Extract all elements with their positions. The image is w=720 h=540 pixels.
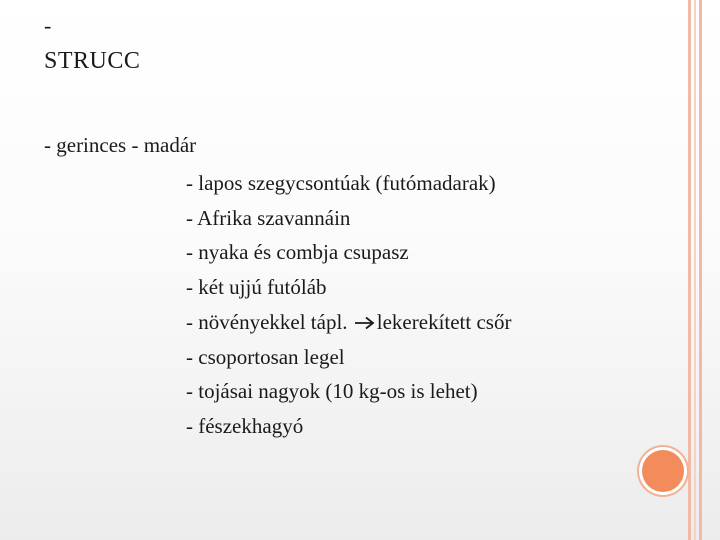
fact-item: - tojásai nagyok (10 kg-os is lehet) bbox=[186, 379, 478, 404]
slide-title: STRUCC bbox=[44, 48, 141, 74]
fact-item: - csoportosan legel bbox=[186, 344, 345, 369]
right-arrow-icon bbox=[354, 316, 376, 330]
fact-item: - fészekhagyó bbox=[186, 413, 304, 438]
fact-item-with-arrow bbox=[186, 305, 511, 340]
facts-list bbox=[186, 166, 511, 444]
fact-text-after-arrow: lekerekített csőr bbox=[376, 309, 512, 334]
fact-item: - lapos szegycsontúak (futómadarak) bbox=[186, 171, 496, 195]
fact-item: - Afrika szavannáin bbox=[186, 205, 351, 230]
decorative-border-inner bbox=[694, 0, 696, 540]
title-dash: - bbox=[44, 13, 52, 38]
fact-text-before-arrow: - növényekkel tápl. bbox=[186, 309, 348, 334]
decorative-circle bbox=[642, 450, 684, 492]
decorative-border bbox=[688, 0, 702, 540]
fact-item: - két ujjú futóláb bbox=[186, 275, 327, 300]
intro-line: - gerinces - madár bbox=[44, 133, 197, 157]
fact-item: - nyaka és combja csupasz bbox=[186, 240, 409, 265]
